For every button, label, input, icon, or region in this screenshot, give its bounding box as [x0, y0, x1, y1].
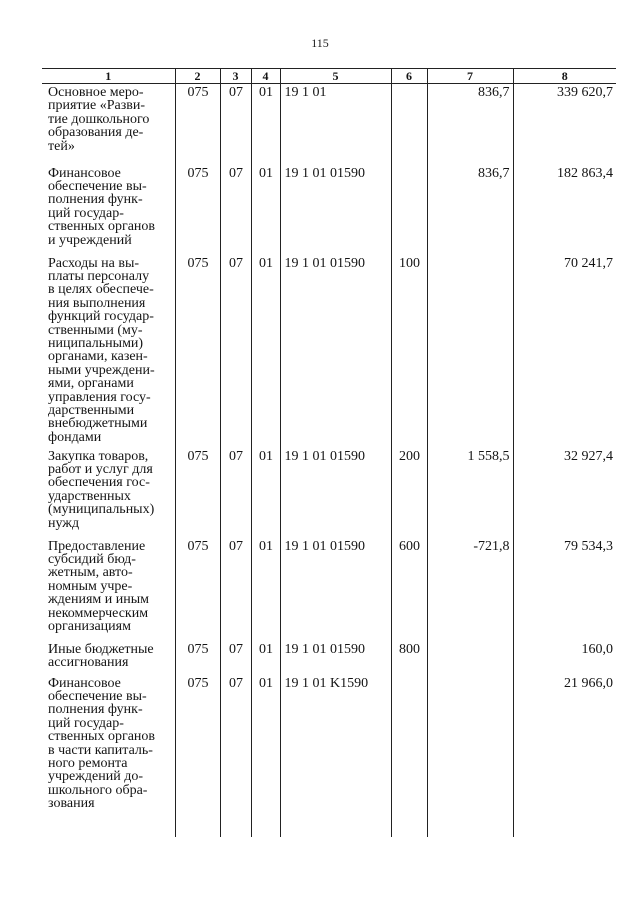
cell-section: 07 — [220, 255, 251, 448]
table-body — [42, 84, 616, 837]
row-name-line: Основное меро- — [48, 85, 144, 100]
row-name-line: платы персоналу — [48, 268, 150, 284]
row-name-line: обеспечение вы- — [48, 178, 147, 194]
cell-admin-code: 075 — [175, 255, 220, 448]
cell-change-amount — [427, 675, 513, 837]
row-name-line: Предоставление — [48, 538, 146, 554]
row-name-line: ственных органов — [48, 729, 156, 745]
row-name-line: обеспечения гос- — [48, 475, 150, 491]
row-name-line: Расходы на вы- — [48, 255, 140, 271]
cell-expense-type — [391, 165, 427, 255]
cell-total-amount: 70 241,7 — [513, 255, 616, 448]
cell-subsection: 01 — [251, 641, 280, 675]
row-name-line: номным учре- — [48, 578, 133, 594]
cell-section: 07 — [220, 641, 251, 675]
row-name-line: ния выполнения — [48, 295, 146, 311]
row-name-line: Финансовое — [48, 675, 121, 691]
cell-expense-type: 200 — [391, 448, 427, 538]
row-name-line: в части капиталь- — [48, 742, 153, 758]
cell-change-amount — [427, 255, 513, 448]
row-name-line: ций государ- — [48, 205, 124, 221]
cell-section: 07 — [220, 165, 251, 255]
cell-target-article: 19 1 01 01590 — [280, 641, 391, 675]
row-name-line: обеспечение вы- — [48, 688, 147, 704]
row-name-line: образования де- — [48, 125, 144, 141]
row-name — [42, 448, 175, 538]
column-header: 2 — [175, 69, 220, 84]
row-name-line: школьного обра- — [48, 782, 148, 798]
row-name-line: и учреждений — [48, 232, 132, 248]
column-header: 3 — [220, 69, 251, 84]
column-header: 6 — [391, 69, 427, 84]
cell-target-article: 19 1 01 01590 — [280, 448, 391, 538]
page-number: 115 — [311, 36, 329, 50]
row-name — [42, 675, 175, 837]
cell-subsection: 01 — [251, 84, 280, 165]
cell-subsection: 01 — [251, 165, 280, 255]
table-row — [42, 538, 616, 641]
table-row — [42, 255, 616, 448]
row-name — [42, 641, 175, 675]
cell-admin-code: 075 — [175, 538, 220, 641]
cell-total-amount: 160,0 — [513, 641, 616, 675]
row-name-line: ного ремонта — [48, 755, 128, 771]
row-name-line: ственных органов — [48, 219, 156, 235]
cell-admin-code: 075 — [175, 165, 220, 255]
cell-subsection: 01 — [251, 675, 280, 837]
column-header: 7 — [427, 69, 513, 84]
cell-section: 07 — [220, 448, 251, 538]
cell-admin-code: 075 — [175, 641, 220, 675]
row-name-line: фондами — [48, 429, 102, 445]
budget-table — [42, 68, 616, 837]
column-header: 5 — [280, 69, 391, 84]
row-name — [42, 255, 175, 448]
row-name-line: функций государ- — [48, 309, 154, 325]
row-name-line: тей» — [48, 138, 75, 154]
row-name-line: субсидий бюд- — [48, 551, 136, 567]
row-name-line: в целях обеспече- — [48, 282, 154, 298]
row-name-line: организациям — [48, 618, 131, 634]
cell-total-amount: 339 620,7 — [513, 84, 616, 165]
cell-target-article: 19 1 01 — [280, 84, 391, 165]
column-header: 1 — [42, 69, 175, 84]
cell-change-amount: 1 558,5 — [427, 448, 513, 538]
cell-admin-code: 075 — [175, 675, 220, 837]
row-name-line: учреждений до- — [48, 769, 144, 785]
cell-target-article: 19 1 01 K1590 — [280, 675, 391, 837]
row-name-line: полнения функ- — [48, 192, 143, 208]
cell-section: 07 — [220, 675, 251, 837]
cell-total-amount: 32 927,4 — [513, 448, 616, 538]
row-name-line: ными учреждени- — [48, 362, 155, 378]
table-header-row — [42, 69, 616, 84]
cell-total-amount: 182 863,4 — [513, 165, 616, 255]
row-name-line: управления госу- — [48, 389, 151, 405]
cell-subsection: 01 — [251, 538, 280, 641]
row-name-line: зования — [48, 796, 95, 812]
cell-expense-type — [391, 84, 427, 165]
row-name-line: (муниципальных) — [48, 502, 155, 518]
cell-change-amount: -721,8 — [427, 538, 513, 641]
row-name-line: жетным, авто- — [48, 565, 133, 581]
cell-target-article: 19 1 01 01590 — [280, 165, 391, 255]
row-name — [42, 165, 175, 255]
row-name — [42, 84, 175, 165]
row-name-line: ями, органами — [48, 376, 134, 392]
cell-total-amount: 79 534,3 — [513, 538, 616, 641]
cell-section: 07 — [220, 84, 251, 165]
row-name — [42, 538, 175, 641]
row-name-line: ций государ- — [48, 715, 124, 731]
row-name-line: органами, казен- — [48, 349, 148, 365]
cell-target-article: 19 1 01 01590 — [280, 538, 391, 641]
cell-subsection: 01 — [251, 448, 280, 538]
cell-total-amount: 21 966,0 — [513, 675, 616, 837]
cell-section: 07 — [220, 538, 251, 641]
row-name-line: Финансовое — [48, 165, 121, 181]
row-name-line: нужд — [48, 515, 80, 531]
cell-change-amount: 836,7 — [427, 165, 513, 255]
cell-expense-type: 100 — [391, 255, 427, 448]
row-name-line: внебюджетными — [48, 416, 148, 432]
cell-target-article: 19 1 01 01590 — [280, 255, 391, 448]
table-row — [42, 641, 616, 675]
row-name-line: ственными (му- — [48, 322, 143, 338]
row-name-line: работ и услуг для — [48, 461, 153, 477]
row-name-line: ассигнования — [48, 654, 129, 670]
row-name-line: дарственными — [48, 402, 135, 418]
column-header: 8 — [513, 69, 616, 84]
row-name-line: ждениям и иным — [48, 592, 150, 608]
cell-admin-code: 075 — [175, 448, 220, 538]
cell-expense-type: 600 — [391, 538, 427, 641]
row-name-line: Закупка товаров, — [48, 448, 149, 464]
cell-admin-code: 075 — [175, 84, 220, 165]
cell-change-amount — [427, 641, 513, 675]
row-name-line: некоммерческим — [48, 605, 149, 621]
row-name-line: тие дошкольного — [48, 111, 150, 127]
cell-subsection: 01 — [251, 255, 280, 448]
row-name-line: Иные бюджетные — [48, 641, 154, 657]
cell-change-amount: 836,7 — [427, 84, 513, 165]
row-name-line: приятие «Разви- — [48, 98, 146, 114]
row-name-line: полнения функ- — [48, 702, 143, 718]
column-header: 4 — [251, 69, 280, 84]
row-name-line: ударственных — [48, 488, 131, 504]
table-row — [42, 84, 616, 165]
cell-expense-type — [391, 675, 427, 837]
table-row — [42, 675, 616, 837]
table-row — [42, 448, 616, 538]
table-row — [42, 165, 616, 255]
row-name-line: ниципальными) — [48, 335, 144, 351]
cell-expense-type: 800 — [391, 641, 427, 675]
